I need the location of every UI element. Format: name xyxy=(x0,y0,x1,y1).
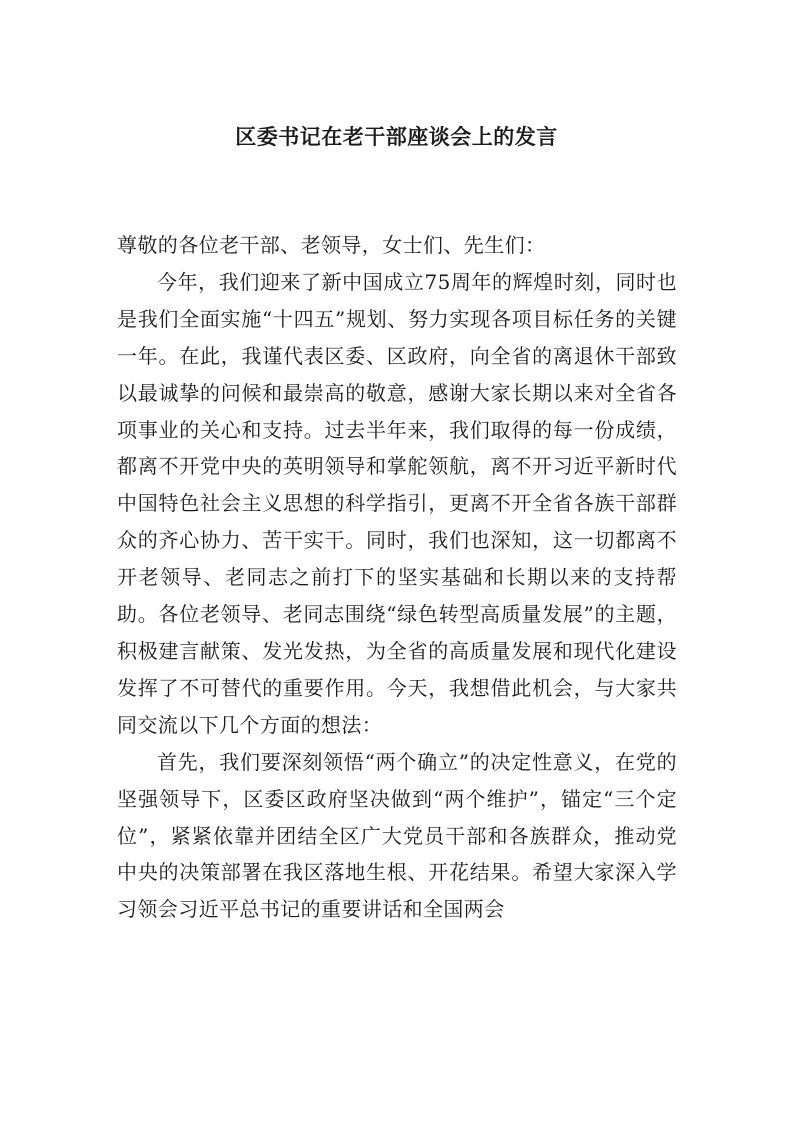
salutation: 尊敬的各位老干部、老领导，女士们、先生们： xyxy=(117,233,546,257)
paragraph-1: 今年，我们迎来了新中国成立75周年的辉煌时刻，同时也是我们全面实施“十四五”规划、努力实现各项目标任务的关键一年。在此，我谨代表区委、区政府，向全省的离退休干部致以最诚挚的问候和最崇高的敬意，感谢大家长期以来对全省各项事业的关心和支持。过去半年来，我们取得的每一份成绩，都离不开党中央的英明领导和掌舵领航，离不开习近平新时代中国特色社会主义思想的科学指引，更离不开全省各族干部群众的齐心协力、苦干实干。同时，我们也深知，这一切都离不开老领导、老同志之前打下的坚实基础和长期以来的支持帮助。各位老领导、老同志围绕“绿色转型高质量发展”的主题，积极建言献策、发光发热，为全省的高质量发展和现代化建设发挥了不可替代的重要作用。今天，我想借此机会，与大家共同交流以下几个方面的想法： xyxy=(117,269,677,737)
paragraph-2: 首先，我们要深刻领悟“两个确立”的决定性意义，在党的坚强领导下，区委区政府坚决做到“两个维护”，锚定“三个定位”，紧紧依靠并团结全区广大党员干部和各族群众，推动党中央的决策部署在我区落地生根、开花结果。希望大家深入学习领会习近平总书记的重要讲话和全国两会 xyxy=(117,749,677,922)
document-body xyxy=(117,227,677,928)
document-title: 区委书记在老干部座谈会上的发言 xyxy=(235,125,558,149)
